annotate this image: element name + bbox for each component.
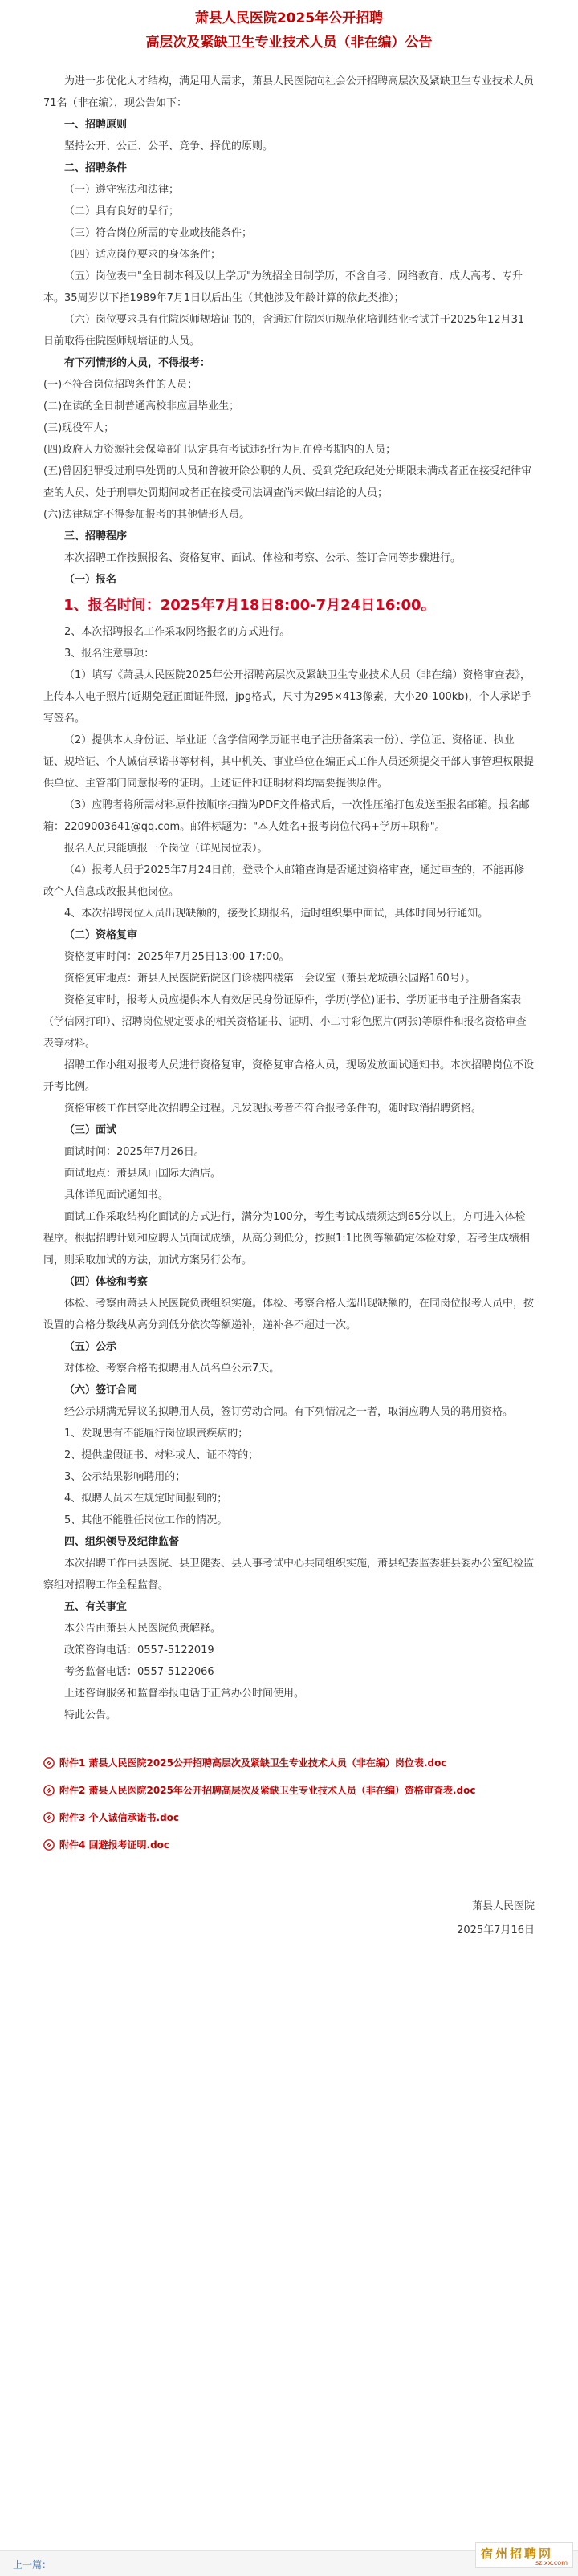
- policy-phone: 政策咨询电话：0557-5122019: [64, 1644, 214, 1656]
- contract-item: 3、公示结果影响聘用的；: [64, 1471, 186, 1483]
- attachment-icon: [43, 1812, 55, 1823]
- condition-item: （六）岗位要求具有住院医师规培证书的，含通过住院医师规范化培训结业考试并于2025年12月31日前取得住院医师规培证的人员。: [43, 314, 525, 347]
- subsection-checkup: （四）体检和考察: [64, 1276, 149, 1288]
- review-place: 资格复审地点：萧县人民医院新院区门诊楼四楼第一会议室（萧县龙城镇公园路160号）。: [64, 973, 476, 985]
- supervision-phone: 考务监督电话：0557-5122066: [64, 1666, 214, 1678]
- exclusion-item: (四)政府人力资源社会保障部门认定具有考试违纪行为且在停考期内的人员；: [43, 444, 397, 456]
- review-time: 资格复审时间：2025年7月25日13:00-17:00。: [64, 951, 290, 963]
- subsection-registration: （一）报名: [64, 574, 117, 586]
- attachment-link[interactable]: [43, 1835, 535, 1855]
- section-heading-principle: 一、招聘原则: [64, 119, 128, 131]
- registration-note: 报名人员只能填报一个岗位（详见岗位表）。: [64, 843, 268, 855]
- exclusion-item: (一)不符合岗位招聘条件的人员；: [43, 379, 198, 391]
- condition-item: （一）遵守宪法和法律；: [64, 184, 180, 196]
- condition-item: （二）具有良好的品行；: [64, 205, 180, 217]
- interview-time: 面试时间：2025年7月26日。: [64, 1146, 205, 1158]
- contract-text: 经公示期满无异议的拟聘用人员，签订劳动合同。有下列情况之一者，取消应聘人员的聘用资格。: [64, 1406, 514, 1418]
- procedure-text: 本次招聘工作按照报名、资格复审、面试、体检和考察、公示、签订合同等步骤进行。: [64, 552, 462, 564]
- registration-note: （4）报考人员于2025年7月24日前，登录个人邮箱查询是否通过资格审查，通过审查的，不能再修改个人信息或改报其他岗位。: [43, 864, 525, 898]
- attachment-link[interactable]: [43, 1753, 535, 1773]
- principle-text: 坚持公开、公正、公平、竞争、择优的原则。: [64, 140, 274, 152]
- contract-item: 5、其他不能胜任岗位工作的情况。: [64, 1514, 228, 1526]
- section-heading-procedure: 三、招聘程序: [64, 530, 128, 542]
- signature-date: 2025年7月16日: [457, 1924, 535, 1936]
- registration-note: （1）填写《萧县人民医院2025年公开招聘高层次及紧缺卫生专业技术人员（非在编）资格审查表》，上传本人电子照片(近期免冠正面证件照，jpg格式，尺寸为295×413像素，大小20-100kb)，个人承诺手写签名。: [43, 669, 531, 725]
- watermark-text: 宿州招聘网: [481, 2546, 554, 2561]
- watermark-domain: sz.xx.com: [535, 2559, 568, 2566]
- registration-time: 1、报名时间：2025年7月18日8:00-7月24日16:00。: [63, 597, 436, 614]
- interview-detail: 具体详见面试通知书。: [64, 1189, 169, 1201]
- closing-text: 特此公告。: [64, 1709, 117, 1721]
- intro-paragraph: 为进一步优化人才结构，满足用人需求，萧县人民医院向社会公开招聘高层次及紧缺卫生专业技术人员71名（非在编），现公告如下：: [43, 75, 535, 109]
- contract-item: 1、发现患有不能履行岗位职责疾病的；: [64, 1428, 249, 1440]
- exclusion-item: (三)现役军人；: [43, 422, 115, 434]
- condition-item: （五）岗位表中"全日制本科及以上学历"为统招全日制学历，不含自考、网络教育、成人高考、专升本。35周岁以下指1989年7月1日以后出生（其他涉及年龄计算的依此类推）；: [43, 270, 523, 304]
- subsection-contract: （六）签订合同: [64, 1384, 138, 1396]
- attachment-3-link[interactable]: 附件3 个人诚信承诺书.doc: [59, 1812, 180, 1823]
- section-heading-matters: 五、有关事宜: [64, 1601, 128, 1613]
- interview-place: 面试地点：萧县凤山国际大酒店。: [64, 1168, 222, 1180]
- condition-item: （四）适应岗位要求的身体条件；: [64, 249, 222, 261]
- registration-note: （2）提供本人身份证、毕业证（含学信网学历证书电子注册备案表一份）、学位证、资格证、执业证、规培证、个人诚信承诺书等材料，其中机关、事业单位在编正式工作人员还须提交干部人事管理权限提供单位、主管部门同意报考的证明。上述证件和证明材料均需要提供原件。: [43, 734, 535, 790]
- condition-item: （三）符合岗位所需的专业或技能条件；: [64, 227, 253, 239]
- attachment-4-link[interactable]: 附件4 回避报考证明.doc: [59, 1839, 170, 1851]
- attachment-icon: [43, 1785, 55, 1796]
- previous-article-link[interactable]: 上一篇：: [13, 2559, 52, 2570]
- publicity-text: 对体检、考察合格的拟聘用人员名单公示7天。: [64, 1363, 280, 1375]
- attachment-1-link[interactable]: 附件1 萧县人民医院2025公开招聘高层次及紧缺卫生专业技术人员（非在编）岗位表.doc: [59, 1757, 447, 1769]
- subsection-interview: （三）面试: [64, 1124, 117, 1136]
- subsection-review: （二）资格复审: [64, 929, 138, 941]
- review-text: 招聘工作小组对报考人员进行资格复审，资格复审合格人员，现场发放面试通知书。本次招聘岗位不设开考比例。: [43, 1059, 535, 1093]
- supervision-text: 本次招聘工作由县医院、县卫健委、县人事考试中心共同组织实施，萧县纪委监委驻县委办公室纪检监察组对招聘工作全程监督。: [43, 1558, 535, 1591]
- review-text: 资格复审时，报考人员应提供本人有效居民身份证原件，学历(学位)证书、学历证书电子注册备案表（学信网打印）、招聘岗位规定要求的相关资格证书、证明、小二寸彩色照片(两张)等原件和报名资格审查表等材料。: [43, 994, 527, 1050]
- article-body: [0, 55, 578, 1943]
- section-heading-conditions: 二、招聘条件: [64, 162, 128, 174]
- subsection-publicity: （五）公示: [64, 1341, 117, 1353]
- interview-text: 面试工作采取结构化面试的方式进行，满分为100分，考生考试成绩须达到65分以上，方可进入体检程序。根据招聘计划和应聘人员面试成绩，从高分到低分，按照1:1比例等额确定体检对象，若考生成绩相同，则采取加试的方法，加试方案另行公布。: [43, 1211, 530, 1266]
- exclusion-heading: 有下列情形的人员，不得报考：: [64, 357, 211, 369]
- contract-item: 4、拟聘人员未在规定时间报到的；: [64, 1493, 228, 1505]
- signature-org: 萧县人民医院: [471, 1900, 535, 1912]
- contract-item: 2、提供虚假证书、材料或人、证不符的；: [64, 1449, 259, 1461]
- attachment-link[interactable]: [43, 1808, 535, 1827]
- attachment-2-link[interactable]: 附件2 萧县人民医院2025年公开招聘高层次及紧缺卫生专业技术人员（非在编）资格审查表.doc: [59, 1785, 476, 1796]
- registration-note: （3）应聘者将所需材料原件按顺序扫描为PDF文件格式后，一次性压缩打包发送至报名邮箱。报名邮箱：2209003641@qq.com。邮件标题为："本人姓名+报考岗位代码+学历+职称"。: [43, 799, 530, 833]
- matters-text: 本公告由萧县人民医院负责解释。: [64, 1623, 222, 1635]
- exclusion-item: (二)在读的全日制普通高校非应届毕业生；: [43, 400, 240, 412]
- exclusion-item: (六)法律规定不得参加报考的其他情形人员。: [43, 509, 250, 521]
- attachment-icon: [43, 1839, 55, 1851]
- site-watermark: [475, 2542, 573, 2568]
- registration-notes-heading: 3、报名注意事项：: [64, 648, 155, 660]
- matters-text: 上述咨询服务和监督举报电话于正常办公时间使用。: [64, 1688, 305, 1700]
- page-title: 萧县人民医院2025年公开招聘: [194, 10, 384, 26]
- review-text: 资格审核工作贯穿此次招聘全过程。凡发现报考者不符合报考条件的，随时取消招聘资格。: [64, 1103, 482, 1115]
- page-subtitle: 高层次及紧缺卫生专业技术人员（非在编）公告: [145, 35, 433, 51]
- registration-method: 2、本次招聘报名工作采取网络报名的方式进行。: [64, 626, 291, 638]
- registration-note: 4、本次招聘岗位人员出现缺额的，接受长期报名，适时组织集中面试，具体时间另行通知。: [64, 908, 489, 920]
- checkup-text: 体检、考察由萧县人民医院负责组织实施。体检、考察合格人选出现缺额的，在同岗位报考人员中，按设置的合格分数线从高分到低分依次等额递补，递补各不超过一次。: [43, 1298, 535, 1331]
- section-heading-supervision: 四、组织领导及纪律监督: [64, 1536, 180, 1548]
- exclusion-item: (五)曾因犯罪受过刑事处罚的人员和曾被开除公职的人员、受到党纪政纪处分期限未满或者正在接受纪律审查的人员、处于刑事处罚期间或者正在接受司法调查尚未做出结论的人员；: [43, 465, 532, 499]
- attachment-icon: [43, 1757, 55, 1769]
- attachment-link[interactable]: [43, 1781, 535, 1800]
